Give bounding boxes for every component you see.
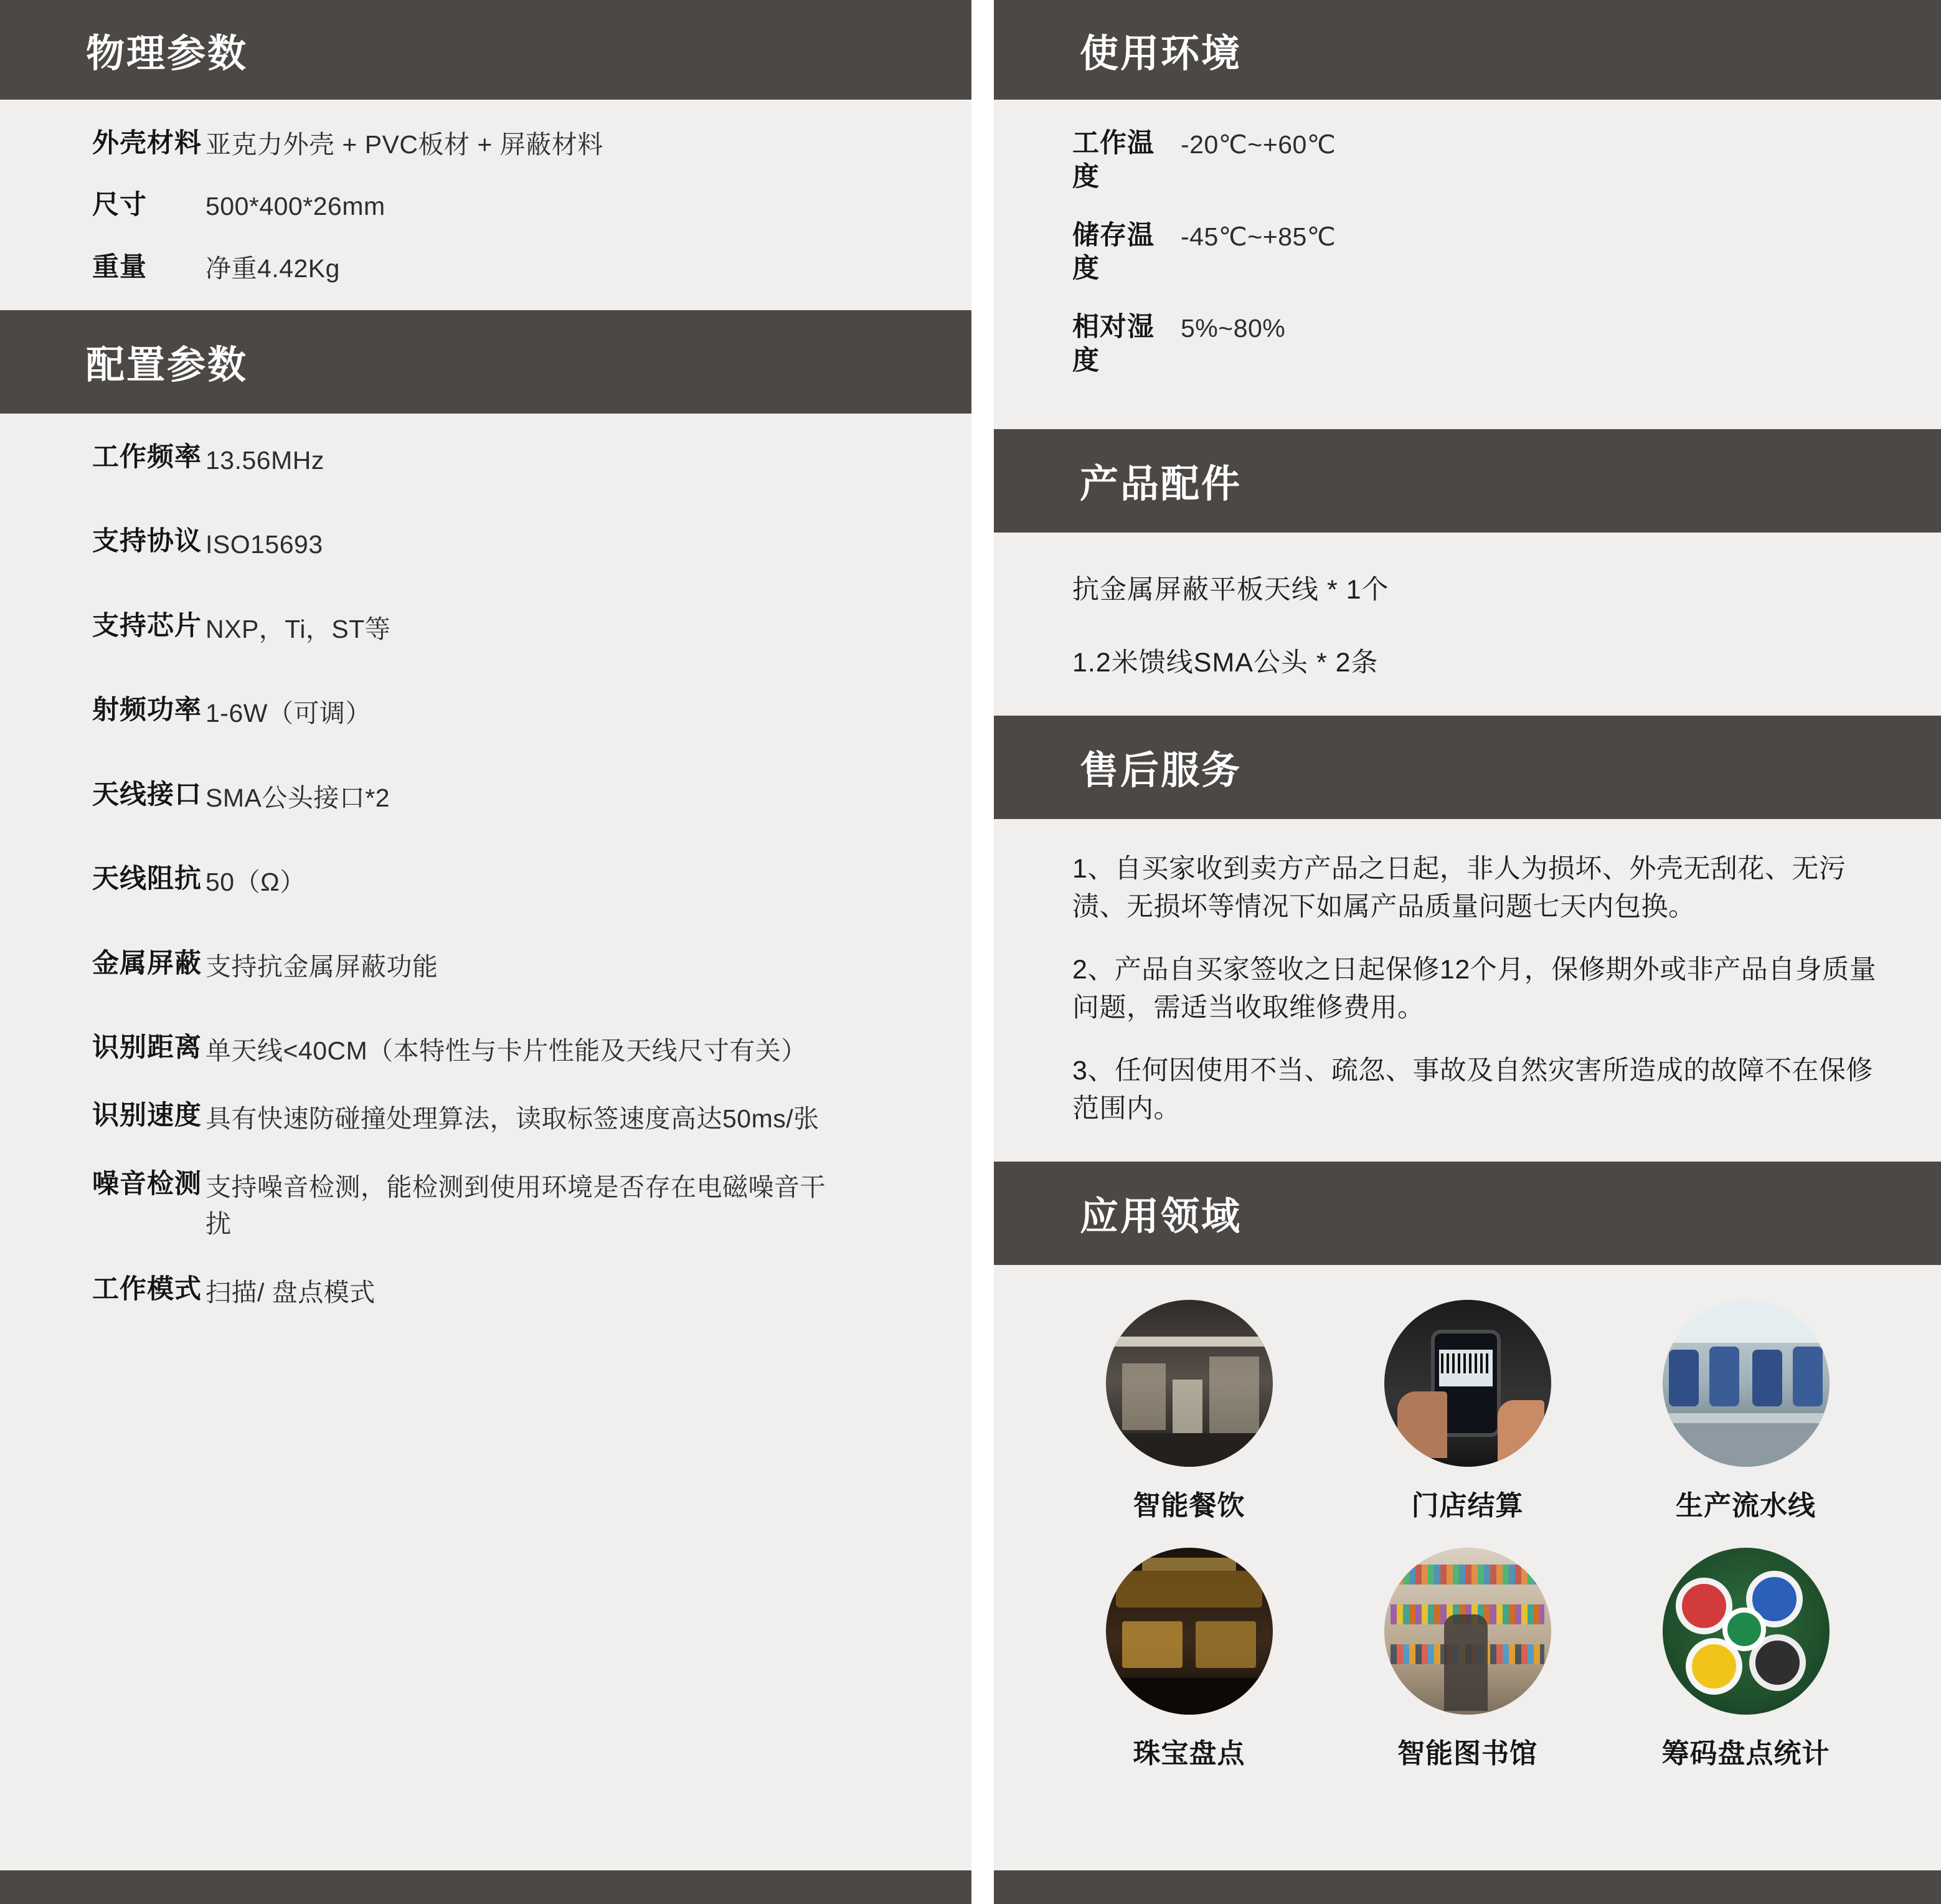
application-item [1607, 1548, 1885, 1771]
spec-key: 识别距离 [92, 1032, 202, 1063]
application-item [1607, 1300, 1885, 1523]
application-item [1328, 1548, 1607, 1771]
spec-key: 支持芯片 [92, 610, 202, 641]
spec-value: 净重4.42Kg [205, 253, 340, 283]
spec-row [0, 1099, 928, 1137]
spec-key: 射频功率 [92, 695, 202, 726]
spec-row [0, 441, 928, 479]
environment-rows [994, 100, 1941, 429]
accessories-panel [994, 533, 1941, 716]
production-line-thumbnail-icon [1663, 1300, 1830, 1467]
spec-value: 扫描/ 盘点模式 [205, 1277, 375, 1307]
spec-row [0, 1168, 928, 1243]
section-title-config: 配置参数 [86, 344, 248, 387]
spec-value: 50（Ω） [205, 868, 306, 897]
casino-chips-thumbnail-icon [1663, 1548, 1830, 1715]
spec-value: 单天线<40CM（本特性与卡片性能及天线尺寸有关） [205, 1036, 807, 1065]
spec-value: 5%~80% [1181, 314, 1286, 343]
section-title-accessories: 产品配件 [1080, 463, 1242, 506]
physical-params-panel [0, 100, 971, 310]
spec-row [994, 311, 1904, 378]
spec-key: 外壳材料 [92, 128, 202, 158]
section-header-environment [994, 0, 1941, 100]
jewelry-thumbnail-icon [1106, 1548, 1273, 1715]
section-title-environment: 使用环境 [1080, 32, 1242, 75]
spec-key: 识别速度 [92, 1101, 202, 1131]
section-title-after-sale: 售后服务 [1080, 749, 1242, 792]
library-thumbnail-icon [1384, 1548, 1551, 1715]
spec-key: 重量 [92, 252, 147, 282]
spec-key: 天线接口 [92, 779, 202, 810]
spec-value: 500*400*26mm [205, 192, 385, 221]
spec-row [994, 127, 1904, 194]
list-item: 3、任何因使用不当、疏忽、事故及自然灾害所造成的故障不在保修范围内。 [1072, 1055, 1873, 1124]
spec-row [0, 525, 928, 563]
spec-key: 相对湿度 [1072, 312, 1155, 376]
spec-row [0, 863, 928, 901]
store-checkout-thumbnail-icon [1384, 1300, 1551, 1467]
application-item [1050, 1300, 1328, 1523]
spec-key: 尺寸 [92, 190, 147, 220]
spec-key: 天线阻抗 [92, 864, 202, 894]
application-caption: 珠宝盘点 [1133, 1738, 1245, 1769]
after-sale-panel [994, 819, 1941, 1162]
restaurant-thumbnail-icon [1106, 1300, 1273, 1467]
applications-grid [994, 1265, 1941, 1811]
application-caption: 门店结算 [1411, 1490, 1524, 1521]
spec-row [994, 219, 1904, 287]
list-item: 1.2米馈线SMA公头 * 2条 [1072, 647, 1379, 678]
spec-key: 工作温度 [1072, 128, 1155, 192]
spec-value: ISO15693 [205, 530, 323, 559]
spec-value: 13.56MHz [205, 445, 324, 475]
right-footer-bar [994, 1870, 1941, 1904]
applications-panel [994, 1265, 1941, 1870]
spec-value: 1-6W（可调） [205, 699, 371, 728]
spec-row [0, 127, 928, 161]
section-header-config [0, 310, 971, 414]
section-header-after-sale [994, 716, 1941, 819]
accessories-list [994, 533, 1941, 716]
section-title-applications: 应用领域 [1080, 1195, 1242, 1239]
application-caption: 智能图书馆 [1397, 1738, 1537, 1769]
spec-key: 噪音检测 [92, 1168, 202, 1199]
application-item [1050, 1548, 1328, 1771]
spec-key: 金属屏蔽 [92, 948, 202, 978]
right-column [994, 0, 1941, 1904]
spec-value: NXP，Ti，ST等 [205, 614, 391, 643]
physical-params-rows [0, 100, 971, 310]
spec-row [0, 779, 928, 817]
spec-value: 具有快速防碰撞处理算法，读取标签速度高达50ms/张 [205, 1104, 819, 1134]
spec-value: -45℃~+85℃ [1181, 222, 1336, 251]
spec-value: -20℃~+60℃ [1181, 130, 1336, 159]
spec-key: 工作频率 [92, 442, 202, 472]
application-caption: 生产流水线 [1676, 1490, 1816, 1521]
spec-row [0, 694, 928, 732]
spec-key: 储存温度 [1072, 220, 1155, 284]
list-item: 1、自买家收到卖方产品之日起，非人为损坏、外壳无刮花、无污渍、无损坏等情况下如属产品质量问题七天内包换。 [1072, 853, 1846, 922]
environment-panel [994, 100, 1941, 429]
section-header-physical [0, 0, 971, 100]
left-footer-bar [0, 1870, 971, 1904]
spec-key: 支持协议 [92, 526, 202, 557]
config-params-rows [0, 414, 971, 1382]
spec-row [0, 610, 928, 648]
application-caption: 筹码盘点统计 [1661, 1738, 1830, 1769]
spec-row [0, 251, 928, 285]
application-item [1328, 1300, 1607, 1523]
config-params-panel [0, 414, 971, 1870]
spec-row [0, 1031, 928, 1069]
application-caption: 智能餐饮 [1133, 1490, 1245, 1521]
spec-row [0, 1273, 928, 1311]
spec-row [0, 189, 928, 223]
after-sale-list [994, 819, 1941, 1162]
spec-value: 亚克力外壳 + PVC板材 + 屏蔽材料 [205, 130, 603, 159]
spec-value: 支持抗金属屏蔽功能 [205, 952, 438, 981]
section-header-accessories [994, 429, 1941, 533]
list-item: 抗金属屏蔽平板天线 * 1个 [1072, 574, 1389, 605]
list-item: 2、产品自买家签收之日起保修12个月，保修期外或非产品自身质量问题，需适当收取维修费用。 [1072, 954, 1877, 1023]
spec-value: 支持噪音检测，能检测到使用环境是否存在电磁噪音干扰 [205, 1172, 826, 1239]
spec-key: 工作模式 [92, 1274, 202, 1304]
spec-row [0, 947, 928, 985]
section-title-physical: 物理参数 [86, 32, 248, 75]
section-header-applications [994, 1162, 1941, 1265]
spec-value: SMA公头接口*2 [205, 783, 390, 812]
